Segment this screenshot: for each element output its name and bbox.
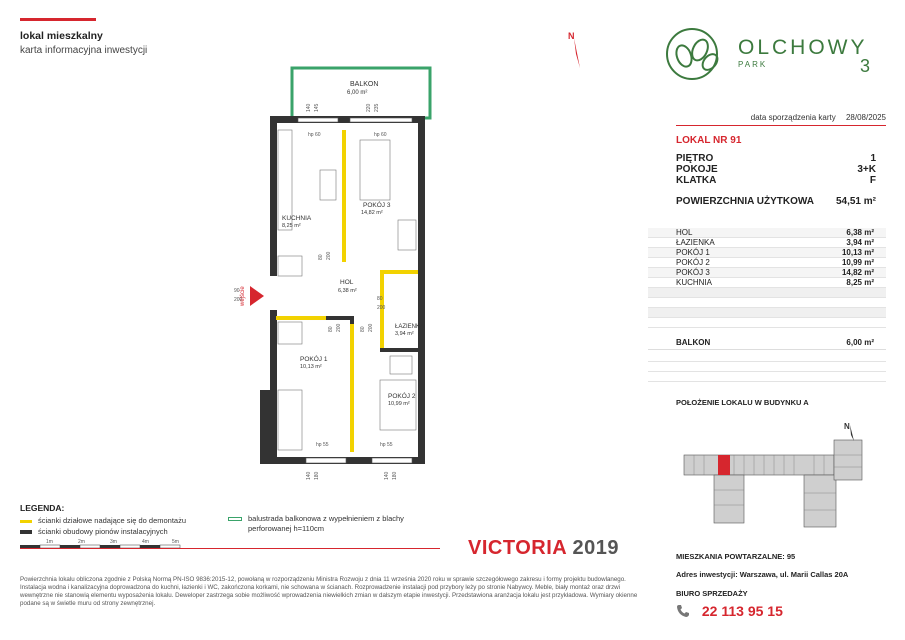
- plan-pokoj1-area: 10,13 m²: [300, 364, 322, 370]
- room-area: 6,38 m²: [846, 228, 874, 237]
- entrance-label: wejście: [240, 286, 246, 306]
- plan-lazienka-area: 3,94 m²: [395, 331, 414, 337]
- empty-row: [648, 318, 886, 328]
- sales-title: BIURO SPRZEDAŻY: [676, 589, 748, 598]
- floor-label: PIĘTRO: [676, 153, 714, 164]
- dark-wall-swatch: [20, 530, 32, 534]
- plan-lazienka-label: ŁAZIENKA: [395, 324, 425, 330]
- plan-hol-area: 6,38 m²: [338, 288, 357, 294]
- victoria-year: 2019: [572, 537, 620, 559]
- scale-label: 5m: [172, 539, 179, 545]
- date-row: [676, 113, 886, 122]
- header-subtitle: karta informacyjna inwestycji: [20, 45, 148, 56]
- date-value: 28/08/2025: [845, 113, 886, 122]
- dim-label: 180: [392, 471, 398, 480]
- legend-green-cont: perforowanej h=110cm: [248, 524, 324, 533]
- stair-row: [676, 175, 876, 186]
- dim-hp-room3: hp 60: [374, 132, 387, 138]
- dim-label: 90: [234, 288, 240, 294]
- logo-number: 3: [860, 56, 871, 76]
- position-title: POŁOŻENIE LOKALU W BUDYNKU A: [676, 398, 809, 407]
- plan-pokoj3-area: 14,82 m²: [361, 210, 383, 216]
- room-name: ŁAZIENKA: [676, 238, 715, 247]
- rooms-value: 3+K: [857, 164, 876, 175]
- dim-label: 200: [336, 323, 342, 332]
- dim-label: 200: [326, 251, 332, 260]
- room-row-pokoj1: [648, 248, 886, 258]
- room-area: 14,82 m²: [841, 268, 874, 277]
- floor-value: 1: [870, 153, 876, 164]
- room-list: [648, 228, 886, 328]
- railing-swatch: [228, 517, 242, 521]
- plan-hol-label: HOL: [340, 279, 354, 286]
- scale-label: 3m: [110, 539, 117, 545]
- repeat-units: MIESZKANIA POWTARZALNE: 95: [676, 552, 796, 561]
- north-arrow-icon: [566, 30, 586, 70]
- room-area: 3,94 m²: [846, 238, 874, 247]
- floor-row: [676, 153, 876, 164]
- area-value: 54,51 m²: [835, 196, 876, 207]
- balcony-name: BALKON: [676, 338, 711, 347]
- header-accent-bar: [20, 18, 96, 21]
- dim-label: 80: [360, 326, 366, 332]
- plan-kuchnia-label: KUCHNIA: [282, 215, 312, 222]
- room-name: POKÓJ 2: [676, 258, 710, 267]
- legend-dark-text: ścianki obudowy pionów instalacyjnych: [38, 527, 168, 536]
- header-title: lokal mieszkalny: [20, 30, 103, 42]
- extra-rows: [648, 352, 886, 382]
- empty-row: [648, 308, 886, 318]
- dim-hp-room1: hp 55: [316, 442, 329, 448]
- map-north-arrow-icon: [850, 425, 854, 441]
- building-position-map: [674, 415, 884, 545]
- balcony-area: 6,00 m²: [846, 338, 874, 347]
- dim-hp-room2: hp 55: [380, 442, 393, 448]
- legend-divider: [20, 548, 440, 549]
- dim-label: 200: [377, 305, 386, 311]
- legend-dark: [20, 527, 168, 536]
- dim-label: 180: [314, 471, 320, 480]
- area-row: [676, 196, 876, 207]
- plan-balkon-area: 6,00 m²: [347, 90, 368, 96]
- plan-pokoj3-label: POKÓJ 3: [363, 202, 391, 209]
- room-row-hol: [648, 228, 886, 238]
- scale-label: 2m: [78, 539, 85, 545]
- dim-label: 140: [306, 103, 312, 112]
- plan-kuchnia-area: 8,25 m²: [282, 223, 301, 229]
- plan-balkon-label: BALKON: [350, 81, 379, 88]
- empty-row: [648, 372, 886, 382]
- phone-number: 22 113 95 15: [701, 603, 783, 619]
- room-name: HOL: [676, 228, 693, 237]
- legend-yellow: [20, 516, 186, 525]
- legend-green-text-1: balustrada balkonowa z wypełnieniem z blachy: [248, 514, 404, 523]
- footer-disclaimer: Powierzchnia lokalu obliczona zgodnie z Polską Normą PN-ISO 9836:2015-12, powołaną w rozporządzeniu Ministra Rozwoju z dnia 11 września 2020 roku w sprawie szczegółowego zakresu i formy projektu budowlanego. Instalacja wodna i kanalizacyjna doprowadzona do kuchni, łazienki i WC, zakończona korkami, nie schowana w ścianach. Rozprowadzenie instalacji pod przybory leży po stronie Nabywcy. Meble, biały montaż oraz drzwi wewnętrzne nie stanowią elementu wyposażenia lokalu. Deweloper zastrzega sobie możliwość wprowadzenia niewielkich zmian w dalszym etapie inwestycji. Przedstawiona aranżacja lokalu jest przykładowa. Wymiary okienne podane są w świetle muru od strony zewnętrznej.: [20, 576, 638, 607]
- dim-label: 140: [384, 471, 390, 480]
- legend-green: [228, 514, 404, 523]
- entrance-arrow-icon: [250, 286, 264, 306]
- sales-phone[interactable]: [676, 603, 783, 619]
- plan-pokoj2-area: 10,99 m²: [388, 401, 410, 407]
- leaf-logo-icon: [664, 26, 728, 82]
- dim-label: 145: [314, 103, 320, 112]
- dim-label: 80: [318, 254, 324, 260]
- empty-row: [648, 288, 886, 298]
- logo-name: OLCHOWY: [738, 36, 868, 59]
- balcony-row: [648, 336, 886, 350]
- room-row-lazienka: [648, 238, 886, 248]
- stair-value: F: [869, 175, 876, 186]
- dim-label: 235: [374, 103, 380, 112]
- room-name: KUCHNIA: [676, 278, 713, 287]
- stair-label: KLATKA: [676, 175, 717, 186]
- victoria-logo: [468, 537, 619, 560]
- phone-icon: [676, 604, 690, 618]
- scale-label: 4m: [142, 539, 149, 545]
- plan-pokoj2-label: POKÓJ 2: [388, 393, 416, 400]
- map-north-label: N: [844, 422, 850, 431]
- north-label: N: [568, 31, 575, 41]
- room-row-kuchnia: [648, 278, 886, 288]
- room-name: POKÓJ 1: [676, 248, 710, 257]
- yellow-wall-swatch: [20, 520, 32, 523]
- dim-label: 80: [328, 326, 334, 332]
- unit-highlight: [718, 455, 730, 475]
- rooms-count-row: [676, 164, 876, 175]
- room-area: 8,25 m²: [846, 278, 874, 287]
- scale-label: 1m: [46, 539, 53, 545]
- unit-title: LOKAL NR 91: [676, 135, 742, 146]
- room-area: 10,99 m²: [841, 258, 874, 267]
- empty-row: [648, 352, 886, 362]
- dim-label: 200: [368, 323, 374, 332]
- olchowy-park-logo: [664, 26, 884, 86]
- dim-label: 220: [366, 103, 372, 112]
- empty-row: [648, 362, 886, 372]
- dim-label: 200: [234, 297, 243, 303]
- room-name: POKÓJ 3: [676, 268, 710, 277]
- dim-label: 140: [306, 471, 312, 480]
- room-row-pokoj2: [648, 258, 886, 268]
- legend-yellow-text: ścianki działowe nadające się do demontażu: [38, 516, 187, 525]
- dim-label: 80: [377, 296, 383, 302]
- rooms-label: POKOJE: [676, 164, 718, 175]
- floor-plan: [230, 60, 460, 480]
- logo-park: PARK: [738, 60, 768, 69]
- victoria-word: VICTORIA: [468, 537, 567, 559]
- room-row-pokoj3: [648, 268, 886, 278]
- date-divider: [676, 125, 886, 126]
- date-label: data sporządzenia karty: [750, 113, 836, 122]
- room-area: 10,13 m²: [841, 248, 874, 257]
- investment-address: Adres inwestycji: Warszawa, ul. Marii Callas 20A: [676, 570, 849, 579]
- dim-hp-kitchen: hp 60: [308, 132, 321, 138]
- plan-pokoj1-label: POKÓJ 1: [300, 356, 328, 363]
- area-label: POWIERZCHNIA UŻYTKOWA: [676, 196, 814, 207]
- empty-row: [648, 298, 886, 308]
- legend-title: LEGENDA:: [20, 503, 65, 513]
